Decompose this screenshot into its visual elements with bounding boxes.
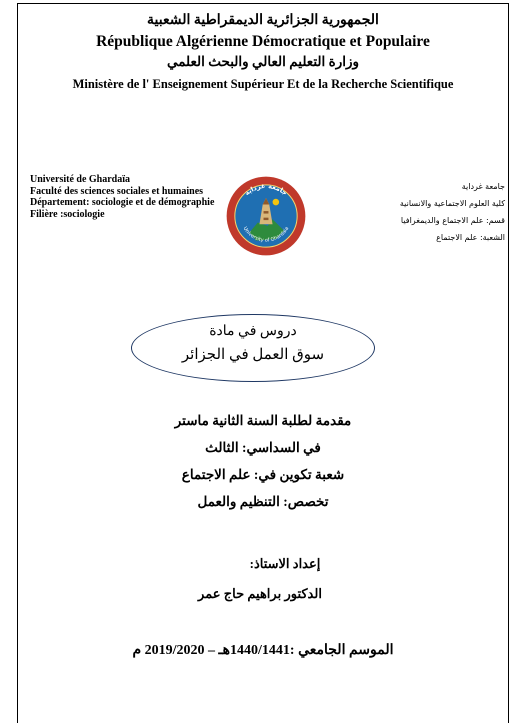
country-name-ar: الجمهورية الجزائرية الديمقراطية الشعبية [147, 13, 379, 28]
university-logo-icon [225, 175, 307, 257]
semester-line: في السداسي: الثالث [205, 440, 321, 455]
prepared-by-label: إعداد الاستاذ: [249, 556, 321, 571]
academic-year: الموسم الجامعي :1440/1441هـ – 2019/2020 م [132, 643, 394, 658]
field-name-ar: الشعبة: علم الاجتماع [436, 233, 505, 242]
university-info-fr [30, 174, 230, 220]
logo-text-ar: جامعة غرداية [243, 182, 289, 198]
university-info-ar [365, 178, 505, 246]
course-title: سوق العمل في الجزائر [181, 347, 325, 363]
department-name-fr: Département: sociologie et de démographie [30, 197, 215, 208]
university-name-ar: جامعة غرداية [461, 182, 505, 191]
ministry-name-ar: وزارة التعليم العالي والبحث العلمي [166, 54, 360, 69]
audience-line: مقدمة لطلبة السنة الثانية ماستر [174, 413, 352, 428]
specialty-line: تخصص: التنظيم والعمل [197, 494, 329, 509]
faculty-name-ar: كلية العلوم الاجتماعية والانسانية [399, 199, 505, 208]
university-name-fr: Université de Ghardaïa [30, 174, 130, 185]
department-name-ar: قسم: علم الاجتماع والديمغرافيا [400, 216, 505, 225]
logo-text-fr: University of Ghardaia [241, 225, 291, 244]
field-name-fr: Filière :sociologie [30, 208, 105, 220]
course-title-prefix: دروس في مادة [209, 324, 297, 339]
author-name: الدكتور براهيم حاج عمر [198, 586, 322, 601]
ministry-name-fr: Ministère de l' Enseignement Supérieur Et de la Recherche Scientifique [72, 77, 454, 91]
country-name-fr: République Algérienne Démocratique et Populaire [96, 33, 430, 50]
faculty-name-fr: Faculté des sciences sociales et humaines [30, 185, 204, 197]
training-branch-line: شعبة تكوين في: علم الاجتماع [181, 467, 345, 482]
